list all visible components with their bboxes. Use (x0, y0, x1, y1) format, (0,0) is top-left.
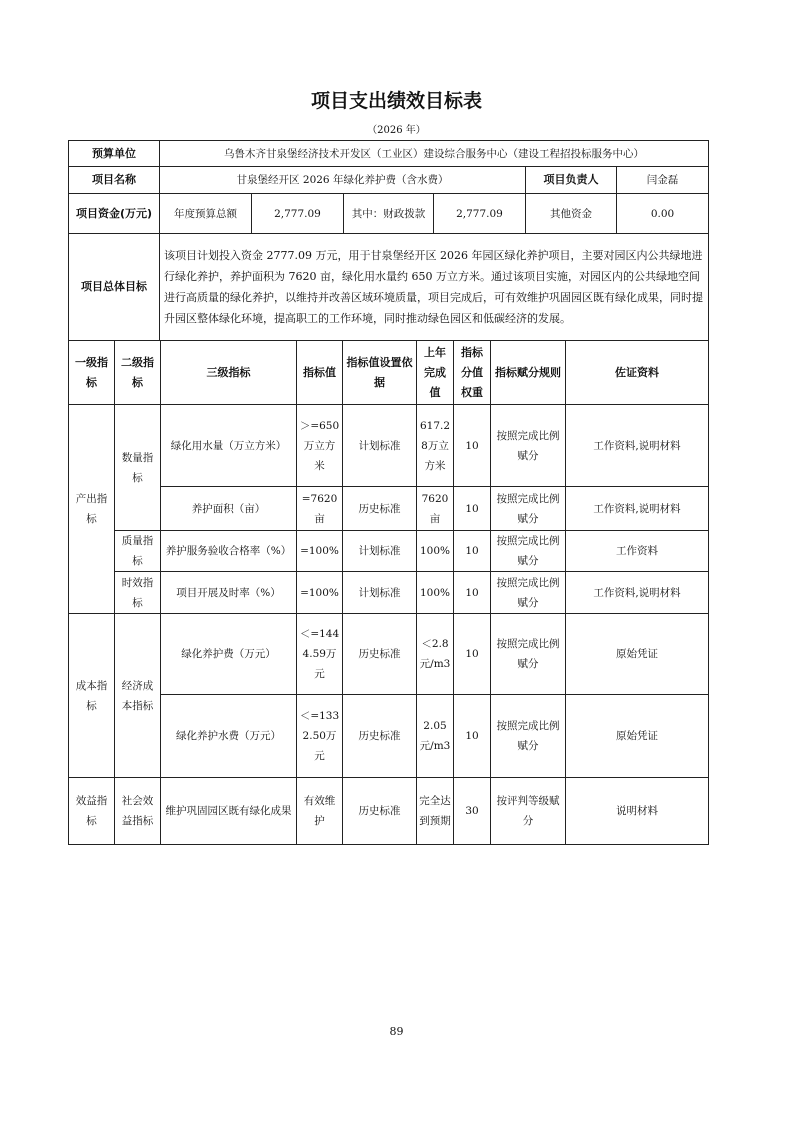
header-cell: 指标赋分规则 (491, 341, 566, 405)
name-value: 甘泉堡经开区 2026 年绿化养护费（含水费） (160, 167, 526, 194)
table-row (69, 572, 709, 614)
cell: 历史标准 (343, 778, 417, 845)
cell: 10 (454, 572, 491, 614)
cell: 项目开展及时率（%） (161, 572, 297, 614)
cell: 按照完成比例赋分 (491, 695, 566, 778)
cell: 历史标准 (343, 614, 417, 695)
cell: 说明材料 (566, 778, 709, 845)
unit-value: 乌鲁木齐甘泉堡经济技术开发区（工业区）建设综合服务中心（建设工程招投标服务中心） (160, 141, 709, 167)
table-row (69, 614, 709, 695)
cell: =100% (297, 572, 343, 614)
level2-social: 社会效益指标 (115, 778, 161, 845)
cell: ＜=1444.59万元 (297, 614, 343, 695)
fiscal-label: 其中：财政拨款 (344, 194, 434, 234)
cell: 原始凭证 (566, 614, 709, 695)
cell: 计划标准 (343, 405, 417, 487)
cell: ＞=650万立方米 (297, 405, 343, 487)
cell: 计划标准 (343, 531, 417, 572)
level2-quality: 质量指标 (115, 531, 161, 572)
indicator-table (68, 340, 709, 845)
header-cell: 指标值 (297, 341, 343, 405)
cell: 计划标准 (343, 572, 417, 614)
cell: 按照完成比例赋分 (491, 531, 566, 572)
other-value: 0.00 (617, 194, 709, 234)
cell: 完全达到预期 (417, 778, 454, 845)
cell: 2.05元/m3 (417, 695, 454, 778)
cell: 绿化养护水费（万元） (161, 695, 297, 778)
cell: 7620亩 (417, 487, 454, 531)
cell: 10 (454, 614, 491, 695)
owner-label: 项目负责人 (526, 167, 617, 194)
cell: =100% (297, 531, 343, 572)
header-cell: 三级指标 (161, 341, 297, 405)
table-row (69, 695, 709, 778)
header-cell: 指标值设置依据 (343, 341, 417, 405)
cell: ＜2.8元/m3 (417, 614, 454, 695)
level1-cost: 成本指标 (69, 614, 115, 778)
cell: 工作资料,说明材料 (566, 487, 709, 531)
cell: 10 (454, 487, 491, 531)
header-cell: 指标分值权重 (454, 341, 491, 405)
cell: 10 (454, 405, 491, 487)
table-row (69, 405, 709, 487)
header-cell: 佐证资料 (566, 341, 709, 405)
cell: 维护巩固园区既有绿化成果 (161, 778, 297, 845)
header-cell: 上年完成值 (417, 341, 454, 405)
cell: 有效维护 (297, 778, 343, 845)
cell: 按评判等级赋分 (491, 778, 566, 845)
level2-time: 时效指标 (115, 572, 161, 614)
cell: 30 (454, 778, 491, 845)
cell: 按照完成比例赋分 (491, 572, 566, 614)
cell: 原始凭证 (566, 695, 709, 778)
table-row (69, 531, 709, 572)
cell: 按照完成比例赋分 (491, 487, 566, 531)
total-label: 年度预算总额 (160, 194, 252, 234)
cell: 按照完成比例赋分 (491, 405, 566, 487)
level1-output: 产出指标 (69, 405, 115, 614)
header-cell: 一级指标 (69, 341, 115, 405)
header-row (69, 341, 709, 405)
level2-economic: 经济成本指标 (115, 614, 161, 778)
cell: 历史标准 (343, 487, 417, 531)
cell: 养护服务验收合格率（%） (161, 531, 297, 572)
cell: 绿化用水量（万立方米） (161, 405, 297, 487)
cell: =7620亩 (297, 487, 343, 531)
cell: 绿化养护费（万元） (161, 614, 297, 695)
goal-text: 该项目计划投入资金 2777.09 万元，用于甘泉堡经开区 2026 年园区绿化养护项目，主要对园区内公共绿地进行绿化养护，养护面积为 7620 亩，绿化用水量约 650 万立方米。通过该项目实施，对园区内的公共绿地空间进行高质量的绿化养护，以维持并改善区域环境质量，项目完成后，可有效维护巩固园区既有绿化成果，同时提升园区整体绿化环境，提高职工的工作环境，同时推动绿色园区和低碳经济的发展。 (160, 234, 709, 341)
cell: 工作资料,说明材料 (566, 405, 709, 487)
cell: 10 (454, 531, 491, 572)
unit-label: 预算单位 (69, 141, 160, 167)
page-title: 项目支出绩效目标表 (310, 90, 482, 112)
cell: ＜=1332.50万元 (297, 695, 343, 778)
cell: 工作资料 (566, 531, 709, 572)
table-row (69, 487, 709, 531)
cell: 按照完成比例赋分 (491, 614, 566, 695)
cell: 10 (454, 695, 491, 778)
owner-value: 闫金磊 (617, 167, 709, 194)
cell: 100% (417, 572, 454, 614)
cell: 100% (417, 531, 454, 572)
total-value: 2,777.09 (252, 194, 344, 234)
cell: 工作资料,说明材料 (566, 572, 709, 614)
other-label: 其他资金 (526, 194, 617, 234)
cell: 养护面积（亩） (161, 487, 297, 531)
fiscal-value: 2,777.09 (434, 194, 526, 234)
year-subtitle: （2026 年） (367, 125, 426, 136)
level1-benefit: 效益指标 (69, 778, 115, 845)
page-number: 89 (389, 1025, 404, 1038)
info-table (68, 140, 709, 341)
level2-quantity: 数量指标 (115, 405, 161, 531)
name-label: 项目名称 (69, 167, 160, 194)
fund-label: 项目资金(万元) (69, 194, 160, 234)
cell: 617.28万立方米 (417, 405, 454, 487)
header-cell: 二级指标 (115, 341, 161, 405)
cell: 历史标准 (343, 695, 417, 778)
goal-label: 项目总体目标 (69, 234, 160, 341)
table-row (69, 778, 709, 845)
